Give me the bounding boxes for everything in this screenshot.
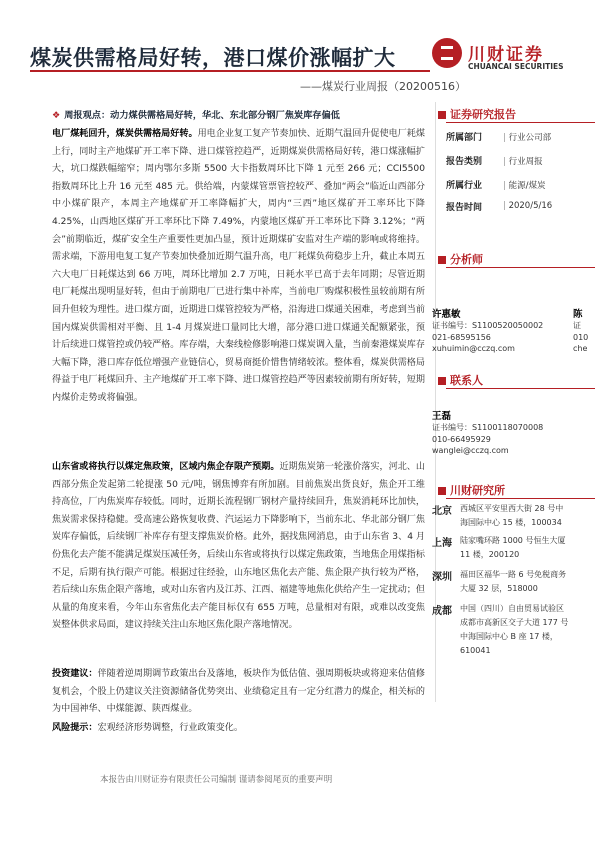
square-icon xyxy=(438,377,446,385)
info-label-date: 报告时间 xyxy=(446,203,483,213)
square-icon xyxy=(438,487,446,495)
institute-heading: 川财研究所 xyxy=(438,482,505,498)
paragraph-risk: 风险提示：宏观经济形势调整，行业政策变化。 xyxy=(52,723,243,733)
logo-text-en: CHUANCAI SECURITIES xyxy=(468,62,564,71)
square-icon xyxy=(438,111,446,119)
report-info-heading: 证券研究报告 xyxy=(438,106,516,122)
office-city: 成都 xyxy=(432,606,452,617)
paragraph-coke: 山东省或将执行以煤定焦政策，区域内焦企存限产预期。近期焦炭第一轮涨价落实，河北、山西部分焦企发起第二轮提涨 50 元/吨，钢焦博弈有所加剧。目前焦炭出货良好，焦企开工维持高位，厂内焦炭库存较低。同时，近期长流程钢厂钢材产量持续回升，焦炭消耗环比加快，焦炭需求保持稳健。受高速公路恢复收费、汽运运力下降影响下，当前东北、华北部分钢厂焦炭库存偏低，后续钢厂补库存有望支撑焦炭价格。此外，据找焦网消息，由于山东省 3、4 月份焦化去产能不能满足煤炭压减任务，后续山东省或将执行以煤定焦政策，当地焦企用煤指标不足，后期有执行限产可能。根据过往经验，山东地区焦化去产能、焦企限产执行较为严格，若后续山东焦企限产落地，或对山东省内及江苏、江西、福建等地焦化供给产生一定扰动；但从量的角度来看，今年山东省焦化去产能目标仅有 655 万吨，总量相对有限，或难以改变焦炭整体供求局面，建议持续关注山东地区焦化限产落地情况。 xyxy=(52,462,425,631)
contact-heading: 联系人 xyxy=(438,372,483,388)
analyst-cert: 证 xyxy=(573,321,581,330)
contact-card xyxy=(432,408,543,457)
footer-disclaimer: 本报告由川财证券有限责任公司编制 谨请参阅尾页的重要声明 xyxy=(100,775,333,785)
title-underline xyxy=(30,70,430,72)
report-title: 煤炭供需格局好转，港口煤价涨幅扩大 xyxy=(30,46,396,70)
paragraph-thermal-coal: 电厂煤耗回升，煤炭供需格局好转。用电企业复工复产节奏加快、近期气温回升促使电厂耗煤上行，同时主产地煤矿开工率下降、进口煤管控趋严，近期煤炭供需格局好转，港口煤涨幅扩大，坑口煤跌幅缩窄；周内鄂尔多斯 5500 大卡指数周环比下降 1 元至 266 元；CCI5500 指数周环比上升 16 元至 485 元。供给端，内蒙煤管票管控较严、叠加“两会”临近山西部分中小煤矿限产，本周主产地煤矿开工率降幅扩大，周内“三西”地区煤矿开工率环比下降 4.25%，山西地区煤矿开工率环比下降 7.49%，内蒙地区煤矿开工率环比下降 3.12%；“两会”前期临近，煤矿安全生产重要性更加凸显，预计近期煤矿安监对生产端的影响或将维持。需求端，下游用电复工复产节奏加快叠加近期气温升高，电厂耗煤负荷稳步上升，截止本周五六大电厂日耗煤达到 66 万吨，周环比增加 2.7 万吨，日耗水平已高于去年同期；尽管近期电厂耗煤出现明显好转，但由于前期电厂已进行集中补库，当前电厂购煤积极性虽较前期有所回升但较为理性。进口煤方面，近期进口煤管控较为严格，沿海进口煤通关困难，考虑到当前国内煤炭供需相对平衡、且 1-4 月煤炭进口量同比大增，部分港口进口煤通关配额紧张，预计后续进口煤管控或仍较严格。库存端，大秦线检修影响港口煤炭调入量，当前秦港煤炭库存大幅下降，港口库存低位增强产业链信心，贸易商挺价惜售情绪较浓。整体看，煤炭供需格局得益于电厂耗煤回升、主产地煤矿开工率下降、进口煤管控趋严等因素较前期有所好转，短期内煤价走势或将偏强。 xyxy=(52,129,425,403)
logo-text-cn: 川财证券 xyxy=(468,45,544,65)
contact-email[interactable]: wanglei@cczq.com xyxy=(432,446,509,455)
report-info-rule xyxy=(446,122,595,123)
info-label-industry: 所属行业 xyxy=(446,181,483,191)
info-value-date: | 2020/5/16 xyxy=(503,201,552,211)
info-label-department: 所属部门 xyxy=(446,133,483,143)
paragraph-investment: 投资建议：伴随着逆周期调节政策出台及落地，板块作为低估值、强周期板块或将迎来估值修复机会，个股上仍建议关注资源储备优势突出、业绩稳定且有一定分红潜力的煤企，相关标的为中国神华、中煤能源、陕西煤业。 xyxy=(52,669,425,715)
diamond-icon: ❖ xyxy=(52,110,61,121)
chuancai-logo-icon xyxy=(432,38,462,68)
office-city: 上海 xyxy=(432,538,452,549)
analyst-rule xyxy=(446,267,595,268)
office-address: 西城区平安里西大街 28 号中海国际中心 15 楼，100034 xyxy=(460,504,564,527)
contact-name: 王磊 xyxy=(432,411,452,422)
info-label-category: 报告类别 xyxy=(446,157,483,167)
contact-cert: 证书编号：S1100118070008 xyxy=(432,423,544,432)
report-subtitle: ——煤炭行业周报（20200516） xyxy=(300,80,466,93)
info-value-category: | 行业周报 xyxy=(503,155,543,167)
office-address: 陆家嘴环路 1000 号恒生大厦 11 楼，200120 xyxy=(460,536,566,559)
square-icon xyxy=(438,256,446,264)
analyst-phone: 010 xyxy=(573,332,589,342)
analyst-name: 许惠敏 xyxy=(432,309,461,320)
office-address: 中国（四川）自由贸易试验区成都市高新区交子大道 177 号中海国际中心 B 座 17 楼，610041 xyxy=(460,604,569,655)
office-city: 深圳 xyxy=(432,572,452,583)
institute-rule xyxy=(446,498,595,499)
analyst-card xyxy=(573,306,588,355)
analyst-heading: 分析师 xyxy=(438,251,483,267)
contact-phone: 010-66495929 xyxy=(432,434,491,444)
analyst-cert: 证书编号：S1100520050002 xyxy=(432,321,544,330)
analyst-email[interactable]: che xyxy=(573,344,588,353)
analyst-name: 陈 xyxy=(573,309,583,320)
contact-rule xyxy=(446,388,595,389)
office-address: 福田区福华一路 6 号免税商务大厦 32 层，518000 xyxy=(460,570,567,593)
analyst-phone: 021-68595156 xyxy=(432,332,491,342)
info-value-industry: | 能源/煤炭 xyxy=(503,179,545,191)
analyst-email[interactable]: xuhuimin@cczq.com xyxy=(432,344,515,353)
office-city: 北京 xyxy=(432,506,452,517)
lead-summary: ❖ 周报观点：动力煤供需格局好转，华北、东北部分钢厂焦炭库存偏低 xyxy=(52,110,340,121)
info-value-department: | 行业公司部 xyxy=(503,131,551,143)
analyst-card xyxy=(432,306,543,355)
